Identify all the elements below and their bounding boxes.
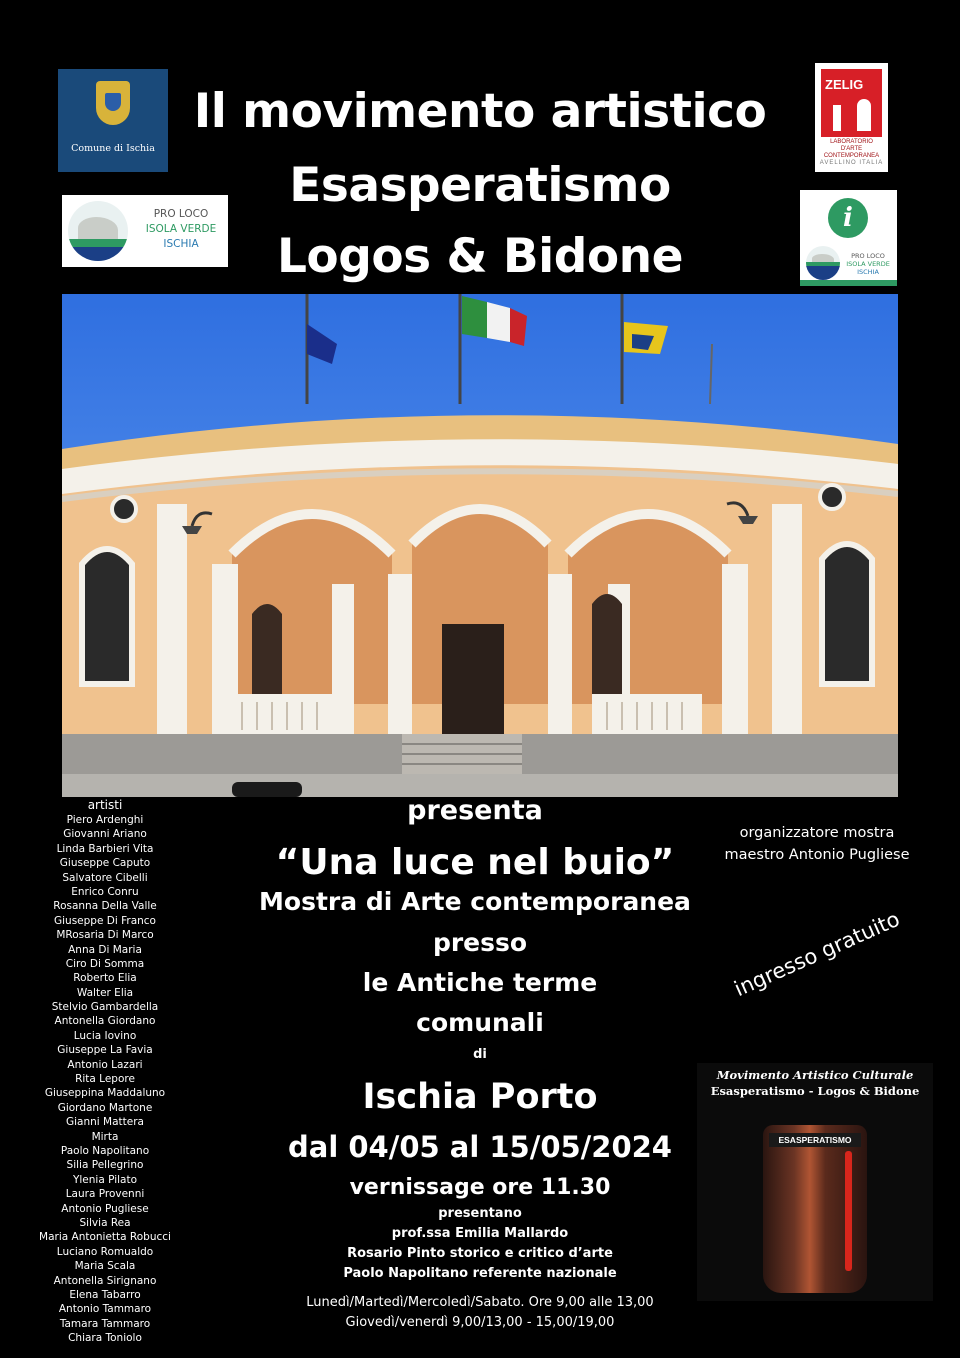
organizer-block <box>712 822 922 866</box>
can-label: ESASPERATISMO <box>769 1133 861 1147</box>
artist-name: Anna Di Maria <box>68 943 142 956</box>
artist-name: Piero Ardenghi <box>66 814 144 826</box>
presenta-text: presenta <box>407 795 543 826</box>
artist-name: Antonella Giordano <box>54 1015 156 1028</box>
building-photo <box>62 294 898 797</box>
artist-name: Roberto Elia <box>73 972 137 985</box>
book-title-1: Movimento Artistico Culturale <box>716 1068 914 1082</box>
artist-name: Enrico Conru <box>71 885 139 898</box>
artist-name: Chiara Toniolo <box>68 1332 142 1345</box>
info-text-2: ISOLA VERDE <box>846 260 890 268</box>
ischia-label: ISCHIA <box>163 238 199 250</box>
artist-name: Giuseppe Di Franco <box>54 914 156 927</box>
info-icon: i <box>828 198 868 238</box>
title-line-3: Logos & Bidone <box>276 229 684 284</box>
presenter-3: Paolo Napolitano referente nazionale <box>343 1266 617 1281</box>
artist-name: Antonella Sirignano <box>53 1274 157 1287</box>
venue-line-1: le Antiche terme <box>362 968 598 997</box>
artist-name: Giuseppina Maddaluno <box>44 1087 166 1100</box>
isola-verde-label: ISOLA VERDE <box>145 223 217 235</box>
artist-name: Stelvio Gambardella <box>51 1001 159 1014</box>
artist-name: Paolo Napolitano <box>60 1144 150 1157</box>
artist-name: Elena Tabarro <box>69 1288 141 1301</box>
presentano-text: presentano <box>438 1206 522 1221</box>
artist-name: MRosaria Di Marco <box>56 929 154 942</box>
event-subtitle: Mostra di Arte contemporanea <box>259 887 691 916</box>
organizer-line-2: maestro Antonio Pugliese <box>724 847 910 863</box>
book-title-2: Esasperatismo - Logos & Bidone <box>710 1084 920 1098</box>
artist-name: Maria Scala <box>74 1260 136 1273</box>
artist-name: Rosanna Della Valle <box>53 900 157 913</box>
presso-text: presso <box>432 928 528 957</box>
title-line-1: Il movimento artistico <box>193 84 767 139</box>
opening-hours-1: Lunedì/Martedì/Mercoledì/Sabato. Ore 9,00 alle 13,00 <box>306 1295 654 1310</box>
artist-name: Tamara Tammaro <box>59 1317 151 1330</box>
artist-name: Giuseppe La Favia <box>57 1044 153 1057</box>
comune-di-ischia-logo <box>58 69 168 172</box>
info-point-logo <box>800 190 897 286</box>
zelig-name: ZELIG <box>825 77 864 92</box>
pro-loco-label: PRO LOCO <box>153 208 209 220</box>
artist-name: Ciro Di Somma <box>65 957 145 970</box>
opening-hours-2: Giovedì/venerdì 9,00/13,00 - 15,00/19,00 <box>345 1315 615 1330</box>
book-cover <box>697 1063 933 1301</box>
pro-loco-logo <box>62 195 228 267</box>
di-text: di <box>473 1047 487 1062</box>
artist-name: Rita Lepore <box>75 1073 135 1086</box>
artist-name: Walter Elia <box>76 986 134 999</box>
presenter-1: prof.ssa Emilia Mallardo <box>391 1226 569 1241</box>
info-text-1: PRO LOCO <box>851 252 885 260</box>
artist-name: Laura Provenni <box>65 1188 145 1201</box>
artist-name: Salvatore Cibelli <box>62 871 148 884</box>
info-text-3: ISCHIA <box>857 268 879 276</box>
venue-line-2: comunali <box>416 1008 544 1037</box>
zelig-logo <box>815 63 888 172</box>
artist-name: Giovanni Ariano <box>63 828 147 841</box>
artist-name: Linda Barbieri Vita <box>56 842 154 855</box>
comune-label: Comune di Ischia <box>71 143 155 154</box>
zelig-sub-1: LABORATORIO D'ARTE <box>830 139 873 152</box>
crushed-can-image <box>763 1125 867 1293</box>
artists-list <box>30 813 180 1345</box>
place-name: Ischia Porto <box>362 1077 598 1117</box>
vernissage-time: vernissage ore 11.30 <box>349 1175 611 1200</box>
island-icon <box>68 201 128 261</box>
free-entry-label: ingresso gratuito <box>730 906 904 1002</box>
artist-name: Giuseppe Caputo <box>59 857 151 870</box>
zelig-sub-3: AVELLINO ITALIA <box>819 160 884 166</box>
artist-name: Giordano Martone <box>57 1101 153 1114</box>
artist-name: Mirta <box>91 1130 119 1143</box>
presenter-2: Rosario Pinto storico e critico d’arte <box>347 1246 613 1261</box>
artist-name: Maria Antonietta Robucci <box>39 1231 171 1244</box>
artist-name: Antonio Lazari <box>67 1058 143 1071</box>
artist-name: Antonio Tammaro <box>58 1303 152 1316</box>
title-line-2: Esasperatismo <box>289 158 671 213</box>
artist-name: Luciano Romualdo <box>56 1245 154 1258</box>
artist-name: Gianni Mattera <box>66 1116 144 1129</box>
artist-name: Antonio Pugliese <box>61 1202 149 1215</box>
artist-name: Lucia Iovino <box>73 1029 137 1042</box>
artist-name: Silvia Rea <box>79 1216 131 1229</box>
event-title: “Una luce nel buio” <box>275 842 675 883</box>
artists-heading: artisti <box>87 798 123 812</box>
artist-name: Ylenia Pilato <box>72 1173 138 1186</box>
artist-name: Silia Pellegrino <box>66 1159 144 1172</box>
event-dates: dal 04/05 al 15/05/2024 <box>288 1130 672 1164</box>
island-icon-small <box>806 246 840 280</box>
zelig-sub-2: CONTEMPORANEA <box>823 153 880 159</box>
organizer-line-1: organizzatore mostra <box>739 825 895 841</box>
crest-icon <box>96 81 130 125</box>
